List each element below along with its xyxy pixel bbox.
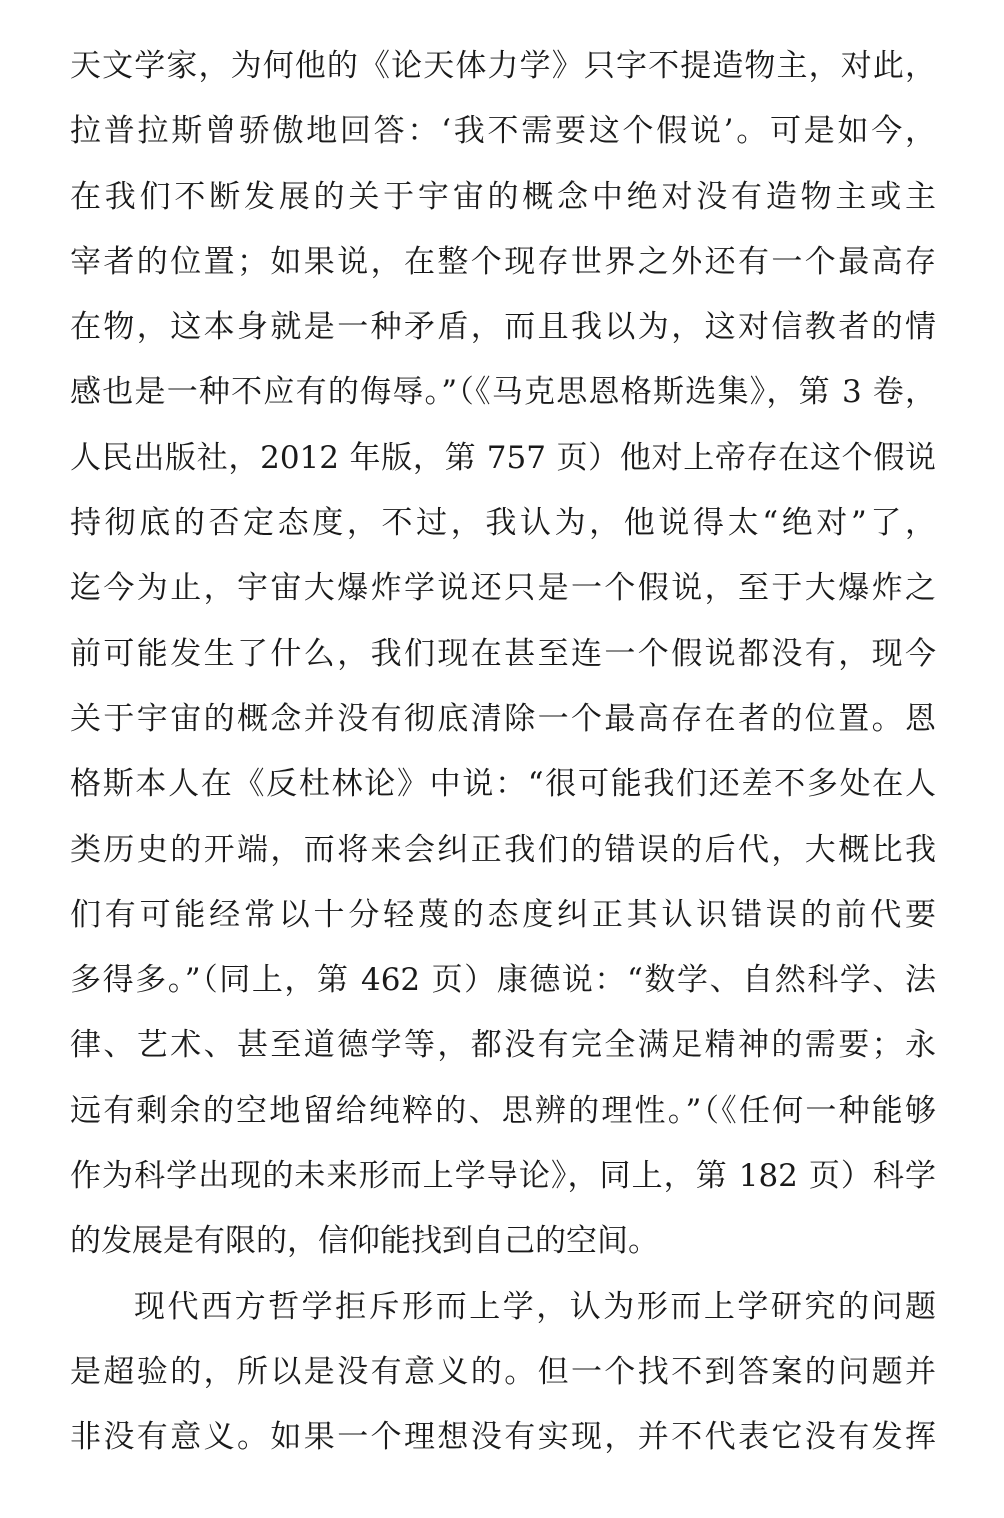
text-line: 持彻底的否定态度，不过，我认为，他说得太“绝对”了，	[70, 505, 936, 542]
body-text	[70, 34, 936, 1471]
text-line: 远有剩余的空地留给纯粹的、思辨的理性。”（《任何一种能够	[70, 1092, 936, 1129]
text-line: 天文学家，为何他的《论天体力学》只字不提造物主，对此，	[70, 48, 936, 84]
text-line: 感也是一种不应有的侮辱。”（《马克思恩格斯选集》，第 3 卷，	[70, 374, 936, 411]
text-line: 在物，这本身就是一种矛盾，而且我以为，这对信教者的情	[70, 309, 936, 346]
text-line: 格斯本人在《反杜林论》中说：“很可能我们还差不多处在人	[70, 766, 936, 803]
text-line: 们有可能经常以十分轻蔑的态度纠正其认识错误的前代要	[70, 896, 936, 933]
text-line: 宰者的位置；如果说，在整个现存世界之外还有一个最高存	[70, 243, 936, 280]
text-line: 多得多。”（同上，第 462 页）康德说：“数学、自然科学、法	[70, 962, 936, 999]
text-line: 类历史的开端，而将来会纠正我们的错误的后代，大概比我	[70, 831, 936, 868]
text-line: 作为科学出现的未来形而上学导论》，同上，第 182 页）科学	[70, 1158, 936, 1195]
text-line: 迄今为止，宇宙大爆炸学说还只是一个假说，至于大爆炸之	[70, 570, 936, 607]
text-line: 拉普拉斯曾骄傲地回答：‘我不需要这个假说’。可是如今，	[70, 113, 936, 150]
paragraph-last-line: 的发展是有限的，信仰能找到自己的空间。	[70, 1223, 659, 1260]
text-line: 前可能发生了什么，我们现在甚至连一个假说都没有，现今	[70, 635, 936, 672]
text-line: 在我们不断发展的关于宇宙的概念中绝对没有造物主或主	[70, 178, 936, 215]
paragraph-first-line: 现代西方哲学拒斥形而上学，认为形而上学研究的问题	[134, 1288, 936, 1325]
text-line: 关于宇宙的概念并没有彻底清除一个最高存在者的位置。恩	[70, 700, 936, 737]
text-line: 律、艺术、甚至道德学等，都没有完全满足精神的需要；永	[70, 1027, 936, 1064]
text-line: 人民出版社，2012 年版，第 757 页）他对上帝存在这个假说	[70, 439, 936, 476]
text-line: 是超验的，所以是没有意义的。但一个找不到答案的问题并	[70, 1353, 936, 1390]
text-line: 非没有意义。如果一个理想没有实现，并不代表它没有发挥	[70, 1419, 936, 1456]
